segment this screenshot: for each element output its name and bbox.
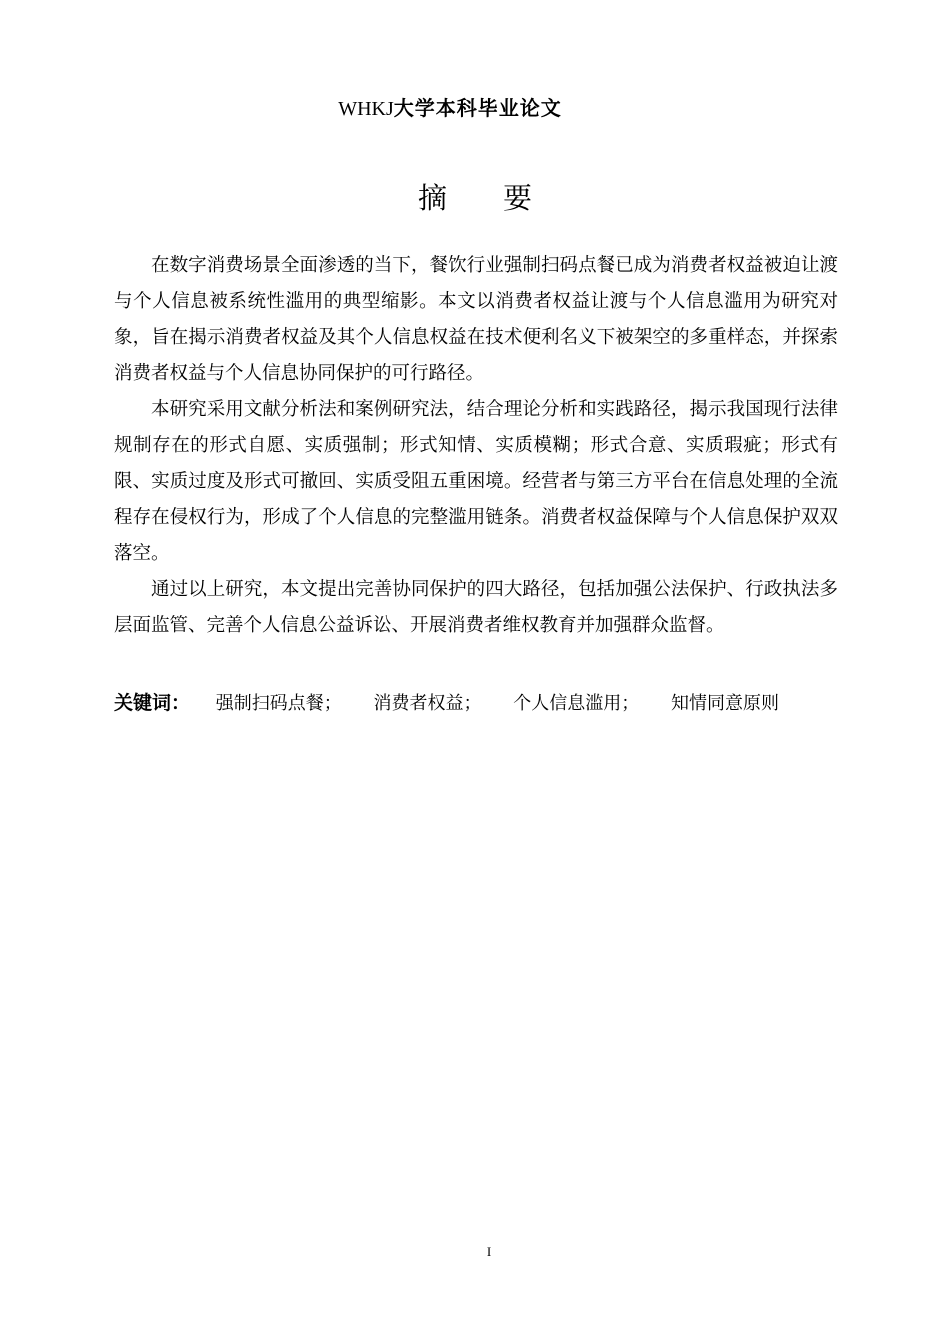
- abstract-paragraph-3: 通过以上研究，本文提出完善协同保护的四大路径，包括加强公法保护、行政执法多层面监管、完善个人信息公益诉讼、开展消费者维权教育并加强群众监督。: [114, 579, 838, 636]
- document-header: [0, 92, 900, 121]
- keyword-item: 强制扫码点餐；: [215, 693, 342, 714]
- keywords-line: [114, 688, 838, 719]
- header-thesis-label: 大学本科毕业论文: [393, 96, 562, 120]
- abstract-paragraph-1: 在数字消费场景全面渗透的当下，餐饮行业强制扫码点餐已成为消费者权益被迫让渡与个人信息被系统性滥用的典型缩影。本文以消费者权益让渡与个人信息滥用为研究对象，旨在揭示消费者权益及其个人信息权益在技术便利名义下被架空的多重样态，并探索消费者权益与个人信息协同保护的可行路径。: [114, 255, 838, 384]
- abstract-title: 摘要: [417, 181, 588, 215]
- keyword-item: 消费者权益；: [373, 693, 482, 714]
- header-university-code: WHKJ: [338, 98, 394, 120]
- keyword-item: 知情同意原则: [670, 693, 779, 714]
- abstract-body: [114, 248, 838, 644]
- abstract-paragraph-2: 本研究采用文献分析法和案例研究法，结合理论分析和实践路径，揭示我国现行法律规制存在的形式自愿、实质强制；形式知情、实质模糊；形式合意、实质瑕疵；形式有限、实质过度及形式可撤回、实质受阻五重困境。经营者与第三方平台在信息处理的全流程存在侵权行为，形成了个人信息的完整滥用链条。消费者权益保障与个人信息保护双双落空。: [114, 399, 838, 564]
- keyword-item: 个人信息滥用；: [513, 693, 640, 714]
- page-number: I: [486, 1244, 492, 1259]
- keywords-label: 关键词：: [114, 692, 191, 714]
